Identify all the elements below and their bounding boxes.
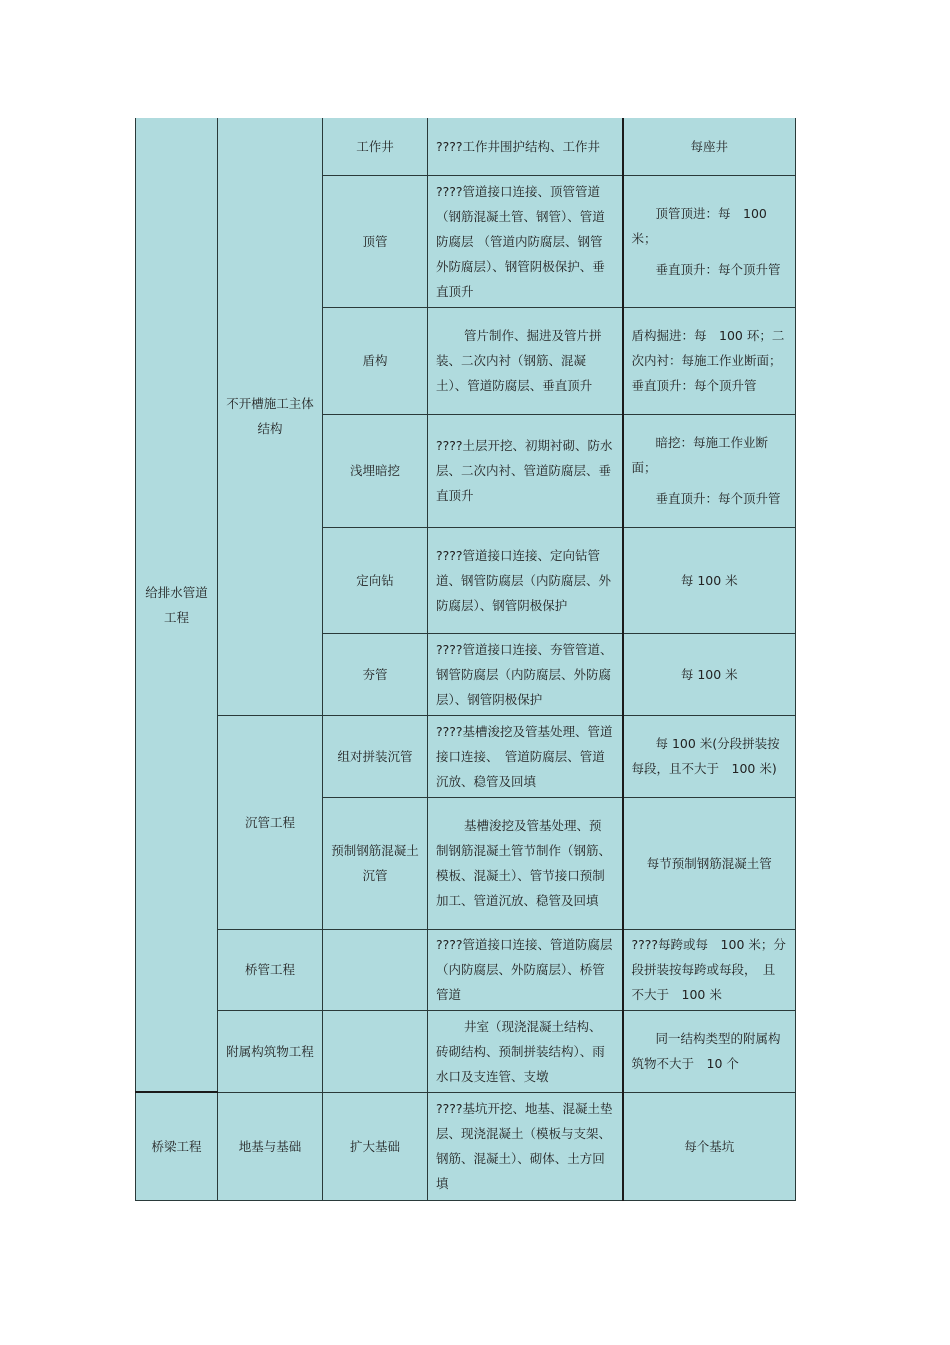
unit-cell: 每座井 <box>623 118 796 175</box>
content-cell: ????基槽浚挖及管基处理、管道接口连接、 管道防腐层、管道沉放、稳管及回填 <box>428 715 623 797</box>
unit-cell: 每个基坑 <box>623 1092 796 1200</box>
unit-line: 顶管顶进：每 100米； <box>631 205 767 246</box>
content-cell: ????管道接口连接、顶管管道（钢筋混凝土管、钢管）、管道防腐层 （管道内防腐层、钢管外防腐层）、钢管阴极保护、垂直顶升 <box>428 175 623 307</box>
unit-line: 垂直顶升：每个顶升管 <box>655 261 781 277</box>
unit-cell: 同一结构类型的附属构筑物不大于 10 个 <box>623 1010 796 1092</box>
unit-cell <box>623 175 796 307</box>
item-cell: 工作井 <box>323 118 428 175</box>
unit-line: 暗挖：每施工作业断面； <box>631 435 769 475</box>
item-cell: 夯管 <box>323 633 428 715</box>
unit-cell: 每 100 米 <box>623 527 796 633</box>
subcategory-cell: 桥管工程 <box>218 929 323 1010</box>
unit-line: 垂直顶升：每个顶升管 <box>655 491 781 506</box>
item-cell: 盾构 <box>323 307 428 414</box>
quality-division-table <box>135 118 796 1201</box>
unit-cell: ????每跨或每 100 米；分段拼装按每跨或每段， 且不大于 100 米 <box>623 929 796 1010</box>
unit-cell: 盾构掘进：每 100 环；二次内衬：每施工作业断面；垂直顶升：每个顶升管 <box>623 307 796 414</box>
table-row <box>136 1010 796 1092</box>
category-cell: 给排水管道工程 <box>136 118 218 1092</box>
category-cell: 桥梁工程 <box>136 1092 218 1200</box>
subcategory-cell: 沉管工程 <box>218 715 323 929</box>
content-cell: ????管道接口连接、定向钻管道、钢管防腐层（内防腐层、外防腐层）、钢管阴极保护 <box>428 527 623 633</box>
unit-cell: 每节预制钢筋混凝土管 <box>623 797 796 929</box>
item-cell: 定向钻 <box>323 527 428 633</box>
table-row <box>136 1092 796 1200</box>
content-cell: ????土层开挖、初期衬砌、防水层、二次内衬、管道防腐层、垂直顶升 <box>428 414 623 527</box>
item-cell <box>323 1010 428 1092</box>
table-row <box>136 715 796 797</box>
content-cell: ????管道接口连接、夯管管道、钢管防腐层（内防腐层、外防腐层）、钢管阴极保护 <box>428 633 623 715</box>
subcategory-cell: 附属构筑物工程 <box>218 1010 323 1092</box>
item-cell <box>323 929 428 1010</box>
content-cell: 管片制作、掘进及管片拼装、二次内衬（钢筋、混凝土）、管道防腐层、垂直顶升 <box>428 307 623 414</box>
unit-cell <box>623 414 796 527</box>
item-cell: 组对拼装沉管 <box>323 715 428 797</box>
content-cell: ????工作井围护结构、工作井 <box>428 118 623 175</box>
unit-cell: 每 100 米 <box>623 633 796 715</box>
item-cell: 顶管 <box>323 175 428 307</box>
table-row <box>136 929 796 1010</box>
subcategory-cell: 不开槽施工主体结构 <box>218 118 323 715</box>
content-cell: 基槽浚挖及管基处理、预制钢筋混凝土管节制作（钢筋、模板、混凝土）、管节接口预制加工、管道沉放、稳管及回填 <box>428 797 623 929</box>
content-cell: ????基坑开挖、地基、混凝土垫层、现浇混凝土（模板与支架、钢筋、混凝土）、砌体、土方回填 <box>428 1092 623 1200</box>
item-cell: 浅埋暗挖 <box>323 414 428 527</box>
unit-cell: 每 100 米(分段拼装按每段，且不大于 100 米) <box>623 715 796 797</box>
content-cell: ????管道接口连接、管道防腐层（内防腐层、外防腐层）、桥管管道 <box>428 929 623 1010</box>
item-cell: 扩大基础 <box>323 1092 428 1200</box>
item-cell: 预制钢筋混凝土沉管 <box>323 797 428 929</box>
content-cell: 井室（现浇混凝土结构、砖砌结构、预制拼装结构）、雨水口及支连管、支墩 <box>428 1010 623 1092</box>
table-row <box>136 118 796 175</box>
subcategory-cell: 地基与基础 <box>218 1092 323 1200</box>
